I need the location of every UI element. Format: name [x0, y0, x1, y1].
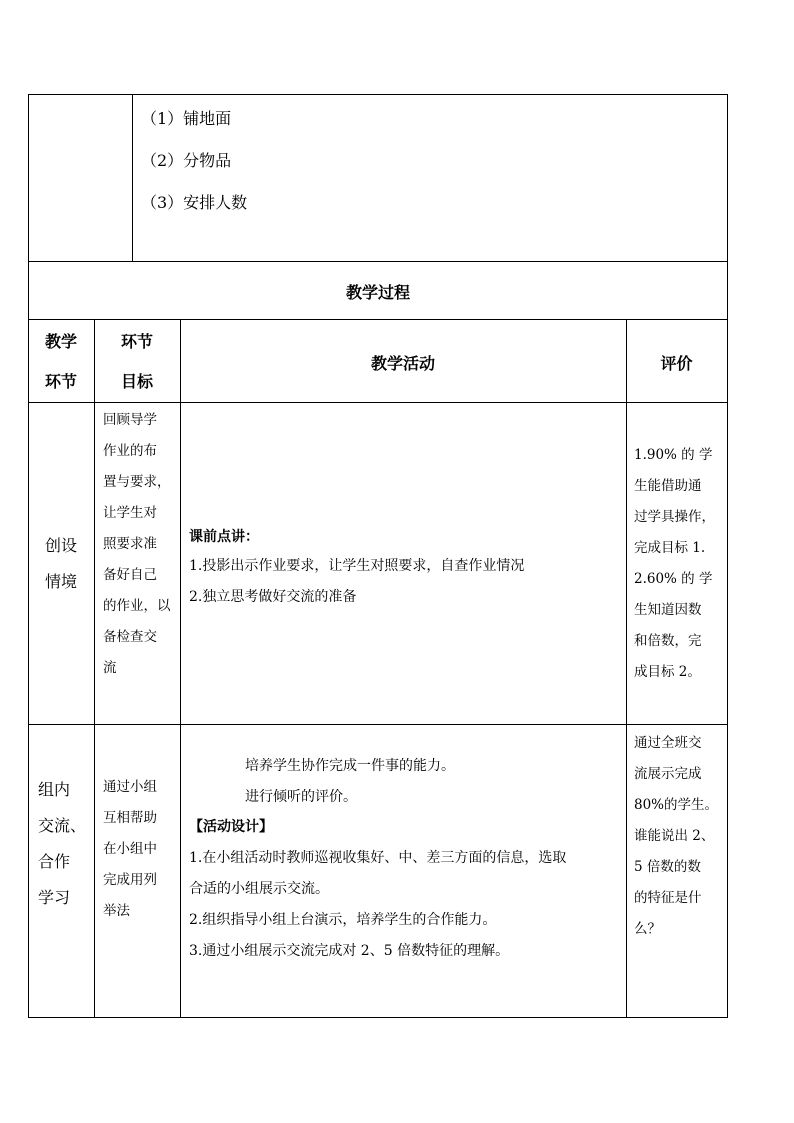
row1-activity-heading: 课前点讲：: [189, 529, 259, 545]
row2-eval-line: 80%的学生。: [634, 797, 719, 813]
row-rule-1: [28, 261, 728, 262]
row2-goal-line: 互相帮助: [103, 810, 157, 826]
table-border-bottom: [28, 1017, 728, 1018]
row1-eval-line: 和倍数，完: [634, 633, 702, 649]
col-rule-2: [180, 319, 181, 1018]
row2-eval-line: 谁能说出 2、: [634, 828, 715, 844]
row2-goal: [103, 772, 157, 927]
row1-goal-line: 备好自己: [103, 567, 157, 583]
top-section-divider: [132, 94, 133, 261]
col-rule-3: [626, 319, 627, 1018]
row2-stage-line: 交流、: [38, 816, 87, 835]
row1-eval-line: 过学具操作，: [634, 509, 715, 525]
row2-eval-line: 的特征是什: [634, 890, 702, 906]
row1-eval-line: 成目标 2。: [634, 664, 701, 680]
row2-goal-line: 通过小组: [103, 779, 157, 795]
row2-activity-line-1: 1.在小组活动时教师巡视收集好、中、差三方面的信息，选取: [189, 850, 567, 866]
col-header-evaluation: 评价: [660, 354, 693, 373]
col-header-goal: [94, 322, 180, 402]
row1-goal-line: 回顾导学: [103, 412, 157, 428]
col-header-stage: [28, 322, 94, 402]
row2-stage-line: 组内: [38, 780, 71, 799]
top-item-2: （2）分物品: [141, 151, 232, 170]
row2-stage: [38, 772, 86, 916]
row1-goal-line: 的作业，以: [103, 598, 171, 614]
row1-goal-line: 作业的布: [103, 443, 157, 459]
col-header-goal-line1: 环节: [120, 332, 153, 351]
row1-eval-line: 生知道因数: [634, 602, 702, 618]
table-border-right: [727, 94, 728, 1018]
row2-evaluation: [634, 728, 718, 945]
row1-goal-line: 流: [103, 660, 117, 676]
row1-eval-line: 生能借助通: [634, 478, 702, 494]
row-rule-3: [28, 402, 728, 403]
row2-eval-line: 么？: [634, 921, 661, 937]
row2-activity-intro-1: 培养学生协作完成一件事的能力。: [245, 758, 455, 774]
row1-goal-line: 备检查交: [103, 629, 157, 645]
row1-activity-line-2: 2.独立思考做好交流的准备: [189, 589, 357, 605]
row1-goal-line: 照要求准: [103, 536, 157, 552]
row2-activity-line-3: 2.组织指导小组上台演示，培养学生的合作能力。: [189, 912, 497, 928]
top-item-1: （1）铺地面: [141, 109, 232, 128]
row1-goal-line: 置与要求，: [103, 474, 171, 490]
row1-eval-line: 完成目标 1.: [634, 540, 706, 556]
row2-eval-line: 通过全班交: [634, 735, 702, 751]
row1-stage-line1: 创设: [44, 536, 77, 555]
row1-eval-line: 2.60% 的 学: [634, 571, 713, 587]
row1-goal-line: 让学生对: [103, 505, 157, 521]
col-header-goal-line2: 目标: [120, 372, 153, 391]
row2-goal-line: 在小组中: [103, 841, 157, 857]
row2-activity-heading: 【活动设计】: [189, 819, 273, 835]
row1-eval-line: 1.90% 的 学: [634, 447, 713, 463]
process-header: 教学过程: [345, 283, 410, 302]
row1-activity-line-1: 1.投影出示作业要求，让学生对照要求，自查作业情况: [189, 558, 525, 574]
row2-eval-line: 5 倍数的数: [634, 859, 701, 875]
row2-activity-line-2: 合适的小组展示交流。: [189, 881, 329, 897]
row2-goal-line: 完成用列: [103, 872, 157, 888]
row1-goal: [103, 405, 171, 684]
row1-stage: [28, 528, 94, 600]
row2-stage-line: 合作: [38, 852, 71, 871]
row2-goal-line: 举法: [103, 903, 130, 919]
col-header-activity: 教学活动: [370, 354, 435, 373]
table-border-top: [28, 94, 728, 95]
col-header-stage-line2: 环节: [44, 372, 77, 391]
row2-activity-line-4: 3.通过小组展示交流完成对 2、5 倍数特征的理解。: [189, 943, 510, 959]
row2-stage-line: 学习: [38, 888, 71, 907]
row2-eval-line: 流展示完成: [634, 766, 702, 782]
col-header-stage-line1: 教学: [44, 332, 77, 351]
row1-evaluation: [634, 440, 715, 688]
row-rule-2: [28, 319, 728, 320]
row1-stage-line2: 情境: [44, 572, 77, 591]
top-item-3: （3）安排人数: [141, 193, 248, 212]
row2-activity-intro-2: 进行倾听的评价。: [245, 789, 357, 805]
col-rule-1: [94, 319, 95, 1018]
row-rule-4: [28, 724, 728, 725]
